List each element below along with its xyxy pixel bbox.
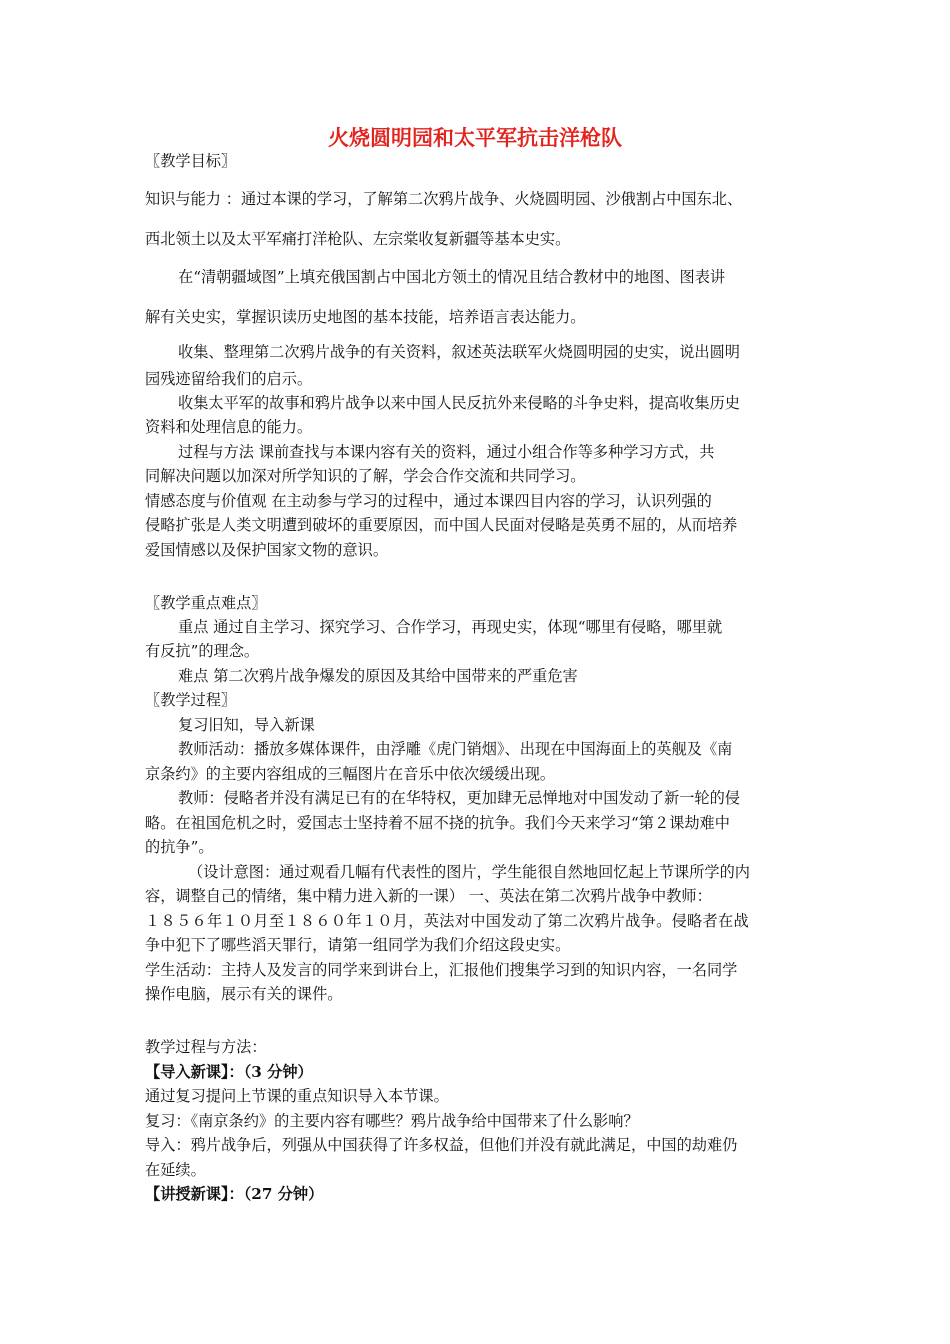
body-line: 收集太平军的故事和鸦片战争以来中国人民反抗外来侵略的斗争史料，提高收集历史	[178, 394, 740, 412]
body-line: 侵略扩张是人类文明遭到破坏的重要原因，而中国人民面对侵略是英勇不屈的，从而培养	[145, 516, 738, 534]
body-line: 有反抗”的理念。	[145, 642, 260, 660]
body-line: 复习：《南京条约》的主要内容有哪些？鸦片战争给中国带来了什么影响？	[145, 1112, 639, 1130]
body-line: 难点 第二次鸦片战争爆发的原因及其给中国带来的严重危害	[178, 667, 578, 685]
body-line: 资料和处理信息的能力。	[145, 418, 313, 436]
body-line: 教师活动：播放多媒体课件，由浮雕《虎门销烟》、出现在中国海面上的英舰及《南	[178, 740, 733, 758]
body-line: 容，调整自己的情绪，集中精力进入新的一课） 一、英法在第二次鸦片战争中教师：	[145, 887, 712, 905]
body-line: 爱国情感以及保护国家文物的意识。	[145, 541, 388, 559]
body-line: 教学过程与方法：	[145, 1038, 267, 1056]
subheading-new-lesson: 【讲授新课】：（27 分钟）	[145, 1185, 324, 1203]
body-line: 情感态度与价值观 在主动参与学习的过程中，通过本课四目内容的学习，认识列强的	[145, 492, 712, 510]
document-title: 火烧圆明园和太平军抗击洋枪队	[328, 126, 622, 150]
body-line: 略。在祖国危机之时，爱国志士坚持着不屈不挠的抗争。我们今天来学习“第２课劫难中	[145, 814, 730, 832]
body-line: 导入：鸦片战争后，列强从中国获得了许多权益，但他们并没有就此满足，中国的劫难仍	[145, 1136, 738, 1154]
body-line: 操作电脑，展示有关的课件。	[145, 985, 343, 1003]
body-line: 通过复习提问上节课的重点知识导入本节课。	[145, 1087, 449, 1105]
body-line: 争中犯下了哪些滔天罪行，请第一组同学为我们介绍这段史实。	[145, 936, 571, 954]
subheading-intro-lesson: 【导入新课】：（3 分钟）	[145, 1063, 313, 1081]
body-line: 西北领土以及太平军痛打洋枪队、左宗棠收复新疆等基本史实。	[145, 230, 571, 248]
body-line: 重点 通过自主学习、探究学习、合作学习，再现史实，体现“哪里有侵略，哪里就	[178, 618, 723, 636]
body-line: 在延续。	[145, 1161, 206, 1179]
body-line: １８５６年１０月至１８６０年１０月，英法对中国发动了第二次鸦片战争。侵略者在战	[145, 912, 750, 930]
body-line: 同解决问题以加深对所学知识的了解，学会合作交流和共同学习。	[145, 467, 586, 485]
body-line: 复习旧知，导入新课	[178, 716, 315, 734]
body-line: 知识与能力 ：通过本课的学习，了解第二次鸦片战争、火烧圆明园、沙俄割占中国东北、	[145, 190, 743, 208]
section-heading-process: 〖教学过程〗	[145, 691, 237, 709]
body-line: 收集、整理第二次鸦片战争的有关资料，叙述英法联军火烧圆明园的史实，说出圆明	[178, 343, 740, 361]
section-heading-keypoints: 〖教学重点难点〗	[145, 594, 267, 612]
body-line: 学生活动：主持人及发言的同学来到讲台上，汇报他们搜集学习到的知识内容，一名同学	[145, 961, 738, 979]
body-line: 过程与方法 课前查找与本课内容有关的资料，通过小组合作等多种学习方式，共	[178, 443, 715, 461]
body-line: 解有关史实，掌握识读历史地图的基本技能，培养语言表达能力。	[145, 308, 586, 326]
body-line: 的抗争”。	[145, 838, 214, 856]
body-line: 在“清朝疆域图”上填充俄国割占中国北方领土的情况且结合教材中的地图、图表讲	[178, 268, 726, 286]
body-line: 园残迹留给我们的启示。	[145, 370, 313, 388]
section-heading-objectives: 〖教学目标〗	[145, 152, 237, 170]
body-line: （设计意图：通过观看几幅有代表性的图片，学生能很自然地回忆起上节课所学的内	[188, 863, 750, 881]
body-line: 教师：侵略者并没有满足已有的在华特权，更加肆无忌惮地对中国发动了新一轮的侵	[178, 789, 740, 807]
body-line: 京条约》的主要内容组成的三幅图片在音乐中依次缓缓出现。	[145, 765, 556, 783]
